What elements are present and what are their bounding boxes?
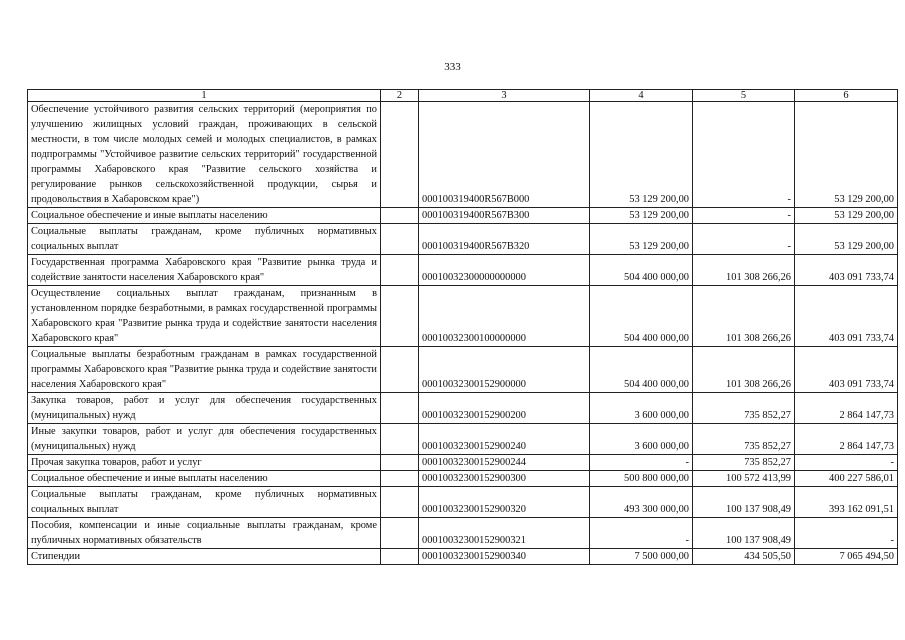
- row-description: Прочая закупка товаров, работ и услуг: [28, 455, 381, 471]
- row-empty-cell: [381, 102, 419, 208]
- row-planned: 504 400 000,00: [590, 255, 693, 286]
- row-description: Государственная программа Хабаровского края "Развитие рынка труда и содействие занятости населения Хабаровского края": [28, 255, 381, 286]
- row-empty-cell: [381, 208, 419, 224]
- row-remaining: 393 162 091,51: [795, 487, 898, 518]
- row-executed: 100 572 413,99: [693, 471, 795, 487]
- row-empty-cell: [381, 424, 419, 455]
- row-code: 00010032300152900340: [419, 549, 590, 565]
- row-empty-cell: [381, 549, 419, 565]
- row-description: Социальные выплаты гражданам, кроме публичных нормативных социальных выплат: [28, 224, 381, 255]
- table-row: [28, 455, 898, 471]
- row-remaining: 53 129 200,00: [795, 208, 898, 224]
- row-remaining: -: [795, 455, 898, 471]
- row-planned: 7 500 000,00: [590, 549, 693, 565]
- column-header: 4: [590, 90, 693, 102]
- row-remaining: -: [795, 518, 898, 549]
- row-description: Социальные выплаты гражданам, кроме публичных нормативных социальных выплат: [28, 487, 381, 518]
- row-code: 00010032300152900320: [419, 487, 590, 518]
- row-code: 00010032300152900000: [419, 347, 590, 393]
- row-planned: 493 300 000,00: [590, 487, 693, 518]
- row-executed: -: [693, 224, 795, 255]
- row-executed: 735 852,27: [693, 455, 795, 471]
- column-header-row: [28, 90, 898, 102]
- row-code: 000100319400R567B300: [419, 208, 590, 224]
- row-executed: 101 308 266,26: [693, 347, 795, 393]
- row-description: Социальное обеспечение и иные выплаты населению: [28, 208, 381, 224]
- row-planned: 53 129 200,00: [590, 208, 693, 224]
- row-empty-cell: [381, 347, 419, 393]
- row-description: Социальные выплаты безработным гражданам в рамках государственной программы Хабаровского края "Развитие рынка труда и содействие занятости населения Хабаровского края": [28, 347, 381, 393]
- row-planned: -: [590, 455, 693, 471]
- row-executed: 101 308 266,26: [693, 286, 795, 347]
- row-empty-cell: [381, 286, 419, 347]
- row-remaining: 403 091 733,74: [795, 347, 898, 393]
- row-code: 00010032300152900240: [419, 424, 590, 455]
- row-empty-cell: [381, 255, 419, 286]
- budget-table: [27, 89, 898, 565]
- row-description: Осуществление социальных выплат гражданам, признанным в установленном порядке безработными, в рамках государственной программы Хабаровского края "Развитие рынка труда и содействие занятости населения Хабаровского края": [28, 286, 381, 347]
- row-remaining: 2 864 147,73: [795, 424, 898, 455]
- row-executed: -: [693, 102, 795, 208]
- row-planned: -: [590, 518, 693, 549]
- column-header: 3: [419, 90, 590, 102]
- column-header: 2: [381, 90, 419, 102]
- row-empty-cell: [381, 393, 419, 424]
- row-empty-cell: [381, 518, 419, 549]
- row-code: 00010032300152900300: [419, 471, 590, 487]
- row-planned: 53 129 200,00: [590, 224, 693, 255]
- table-row: [28, 549, 898, 565]
- table-row: [28, 347, 898, 393]
- row-remaining: 403 091 733,74: [795, 255, 898, 286]
- table-row: [28, 393, 898, 424]
- row-executed: 100 137 908,49: [693, 487, 795, 518]
- table-row: [28, 487, 898, 518]
- table-row: [28, 286, 898, 347]
- row-code: 00010032300152900200: [419, 393, 590, 424]
- row-description: Социальное обеспечение и иные выплаты населению: [28, 471, 381, 487]
- row-code: 00010032300100000000: [419, 286, 590, 347]
- table-row: [28, 255, 898, 286]
- table-row: [28, 208, 898, 224]
- row-empty-cell: [381, 224, 419, 255]
- table-row: [28, 224, 898, 255]
- row-empty-cell: [381, 471, 419, 487]
- row-planned: 53 129 200,00: [590, 102, 693, 208]
- row-remaining: 400 227 586,01: [795, 471, 898, 487]
- column-header: 6: [795, 90, 898, 102]
- row-description: Стипендии: [28, 549, 381, 565]
- row-code: 000100319400R567B320: [419, 224, 590, 255]
- column-header: 5: [693, 90, 795, 102]
- row-executed: -: [693, 208, 795, 224]
- row-planned: 3 600 000,00: [590, 393, 693, 424]
- table-row: [28, 102, 898, 208]
- row-description: Обеспечение устойчивого развития сельских территорий (мероприятия по улучшению жилищных условий граждан, проживающих в сельской местности, в том числе молодых семей и молодых специалистов, в рамках подпрограммы "Устойчивое развитие сельских территорий" государственной программы Хабаровского края "Развитие сельского хозяйства и регулирование рынков сельскохозяйственной продукции, сырья и продовольствия в Хабаровском крае"): [28, 102, 381, 208]
- row-planned: 504 400 000,00: [590, 347, 693, 393]
- row-remaining: 7 065 494,50: [795, 549, 898, 565]
- row-remaining: 53 129 200,00: [795, 224, 898, 255]
- row-code: 00010032300152900244: [419, 455, 590, 471]
- row-code: 000100319400R567B000: [419, 102, 590, 208]
- column-header: 1: [28, 90, 381, 102]
- row-planned: 504 400 000,00: [590, 286, 693, 347]
- row-empty-cell: [381, 455, 419, 471]
- row-empty-cell: [381, 487, 419, 518]
- row-executed: 735 852,27: [693, 393, 795, 424]
- row-code: 00010032300152900321: [419, 518, 590, 549]
- table-row: [28, 518, 898, 549]
- row-description: Иные закупки товаров, работ и услуг для обеспечения государственных (муниципальных) нужд: [28, 424, 381, 455]
- row-executed: 100 137 908,49: [693, 518, 795, 549]
- row-remaining: 53 129 200,00: [795, 102, 898, 208]
- row-remaining: 403 091 733,74: [795, 286, 898, 347]
- row-executed: 101 308 266,26: [693, 255, 795, 286]
- row-description: Пособия, компенсации и иные социальные выплаты гражданам, кроме публичных нормативных обязательств: [28, 518, 381, 549]
- row-executed: 434 505,50: [693, 549, 795, 565]
- row-remaining: 2 864 147,73: [795, 393, 898, 424]
- row-planned: 500 800 000,00: [590, 471, 693, 487]
- row-description: Закупка товаров, работ и услуг для обеспечения государственных (муниципальных) нужд: [28, 393, 381, 424]
- table-row: [28, 424, 898, 455]
- table-row: [28, 471, 898, 487]
- row-executed: 735 852,27: [693, 424, 795, 455]
- row-planned: 3 600 000,00: [590, 424, 693, 455]
- row-code: 00010032300000000000: [419, 255, 590, 286]
- page-number: 333: [444, 61, 461, 73]
